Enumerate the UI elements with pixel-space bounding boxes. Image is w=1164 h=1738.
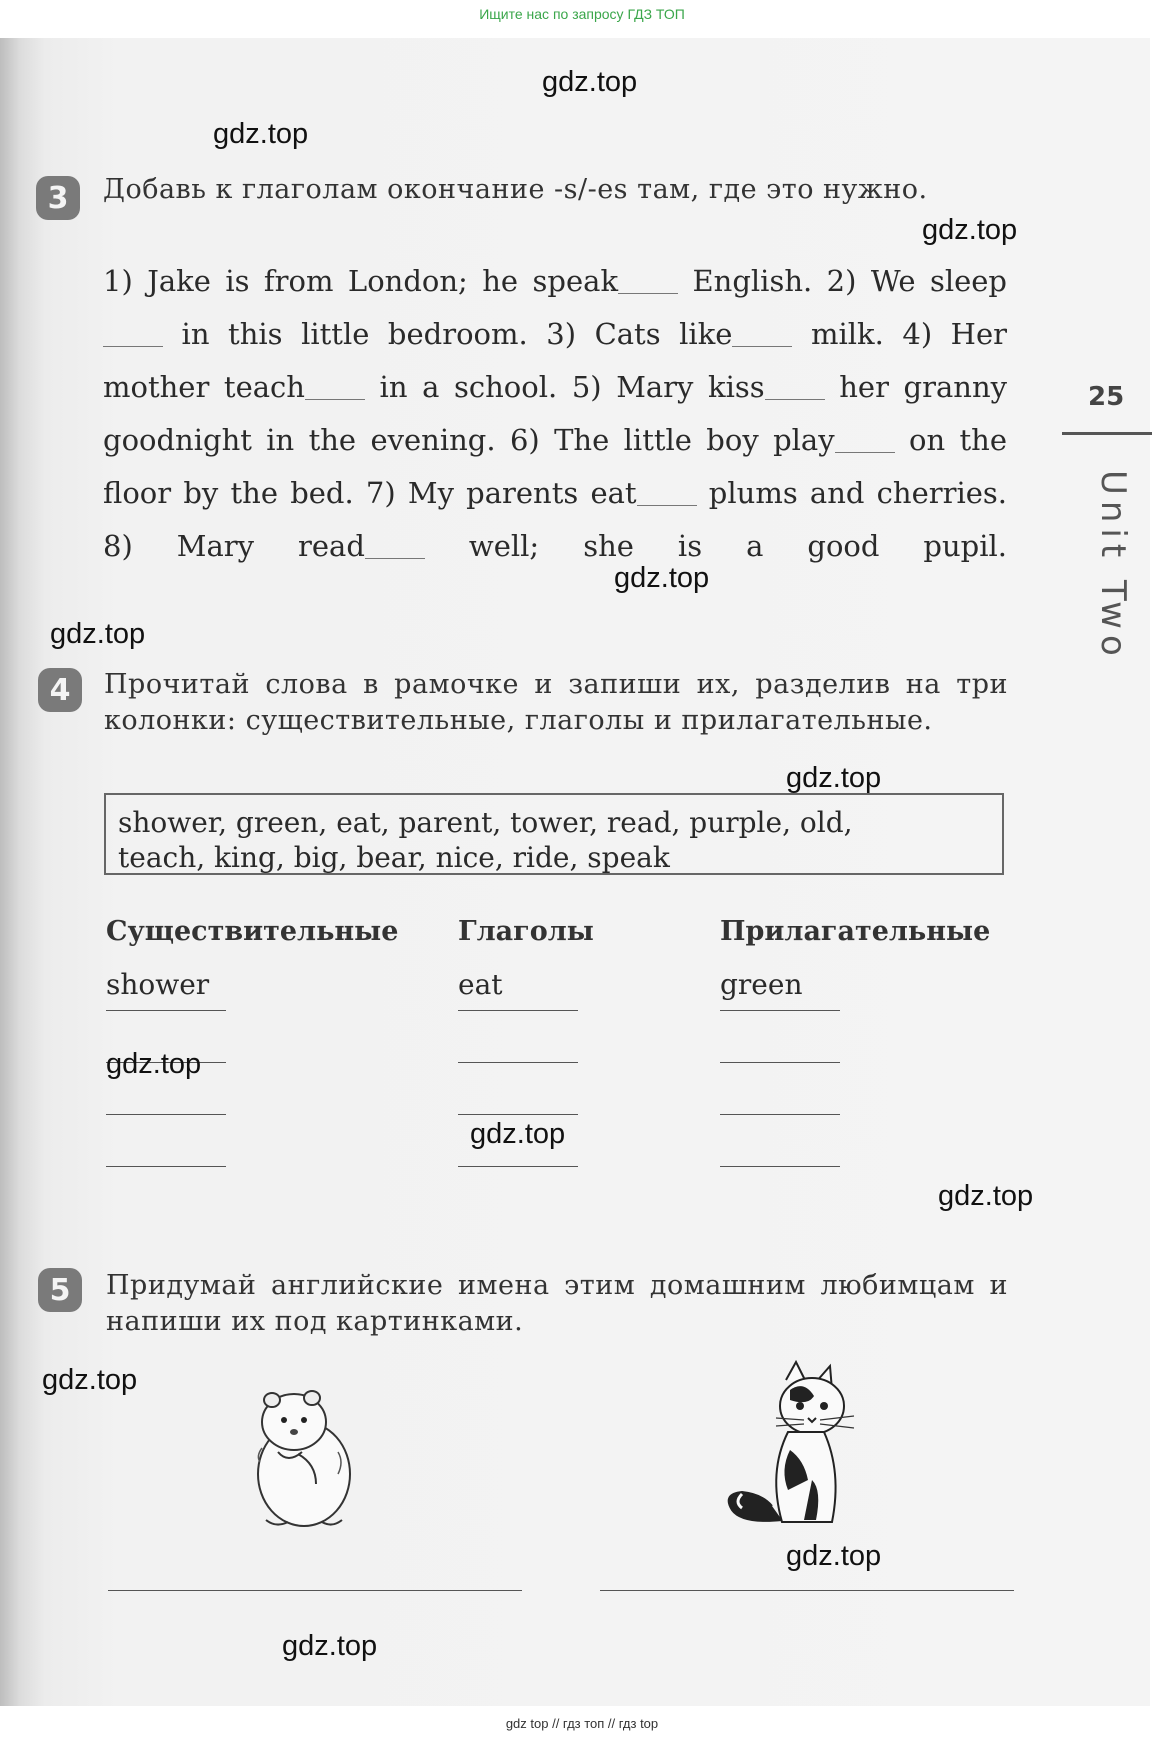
exercise-3-instruction: Добавь к глаголам окончание -s/-es там, где это нужно. bbox=[103, 174, 928, 205]
answer-line[interactable] bbox=[106, 1010, 226, 1011]
column-header-nouns: Существительные bbox=[106, 916, 399, 947]
answer-line[interactable] bbox=[458, 1010, 578, 1011]
answer-line[interactable] bbox=[458, 1114, 578, 1115]
answer-line[interactable] bbox=[720, 1114, 840, 1115]
answer-line[interactable] bbox=[720, 1010, 840, 1011]
watermark: gdz.top bbox=[938, 1180, 1034, 1212]
unit-label: Unit Two bbox=[1093, 470, 1133, 662]
column-example-verbs: eat bbox=[458, 968, 503, 1001]
answer-line[interactable] bbox=[458, 1062, 578, 1063]
answer-line[interactable] bbox=[720, 1062, 840, 1063]
column-example-nouns: shower bbox=[106, 968, 210, 1001]
answer-blank[interactable] bbox=[618, 264, 678, 294]
word-box bbox=[104, 793, 1004, 875]
page-number-rule bbox=[1062, 432, 1152, 435]
pet-name-line[interactable] bbox=[600, 1590, 1014, 1591]
word-box-line-1: shower, green, eat, parent, tower, read, purple, old, bbox=[118, 806, 853, 839]
watermark: gdz.top bbox=[42, 1364, 138, 1396]
answer-blank[interactable] bbox=[305, 370, 365, 400]
watermark: gdz.top bbox=[922, 214, 1018, 246]
page-number: 25 bbox=[1088, 382, 1125, 412]
watermark: gdz.top bbox=[50, 618, 146, 650]
watermark: gdz.top bbox=[786, 1540, 882, 1572]
watermark: gdz.top bbox=[542, 66, 638, 98]
exercise-5-badge: 5 bbox=[38, 1268, 82, 1312]
cat-illustration bbox=[716, 1360, 886, 1540]
watermark: gdz.top bbox=[614, 562, 710, 594]
answer-blank[interactable] bbox=[103, 317, 163, 347]
exercise-5-instruction: Придумай английские имена этим домашним любимцам и напиши их под картинками. bbox=[106, 1270, 1008, 1337]
exercise-3-badge: 3 bbox=[36, 176, 80, 220]
answer-line[interactable] bbox=[106, 1166, 226, 1167]
column-header-verbs: Глаголы bbox=[458, 916, 594, 947]
answer-blank[interactable] bbox=[732, 317, 792, 347]
column-header-adjectives: Прилагательные bbox=[720, 916, 991, 947]
hamster-illustration bbox=[238, 1382, 368, 1532]
bottom-note: gdz top // гдз топ // гдз top bbox=[505, 1716, 659, 1731]
answer-blank[interactable] bbox=[365, 529, 425, 559]
column-example-adjectives: green bbox=[720, 968, 803, 1001]
exercise-3-text: 1) Jake is from London; he speak English. 2) We sleep in this little bedroom. 3) Cats like milk. 4) Her mother teach in a school. 5) Mary kiss her granny goodnight in the evening. 6) The little boy play on the floor by the bed. 7) My parents eat plums and cherries. 8) Mary read well; she is a good pupil. bbox=[103, 264, 1008, 563]
watermark: gdz.top bbox=[213, 118, 309, 150]
watermark: gdz.top bbox=[470, 1118, 566, 1150]
watermark: gdz.top bbox=[106, 1048, 202, 1080]
answer-line[interactable] bbox=[106, 1114, 226, 1115]
answer-line[interactable] bbox=[458, 1166, 578, 1167]
answer-blank[interactable] bbox=[765, 370, 825, 400]
exercise-4-instruction: Прочитай слова в рамочке и запиши их, разделив на три колонки: существительные, глаголы и прилагательные. bbox=[104, 669, 1008, 736]
watermark: gdz.top bbox=[786, 762, 882, 794]
pet-name-line[interactable] bbox=[108, 1590, 522, 1591]
exercise-4-badge: 4 bbox=[38, 668, 82, 712]
top-note: Ищите нас по запросу ГДЗ ТОП bbox=[479, 6, 685, 22]
answer-blank[interactable] bbox=[835, 423, 895, 453]
answer-line[interactable] bbox=[720, 1166, 840, 1167]
word-box-line-2: teach, king, big, bear, nice, ride, speak bbox=[118, 841, 670, 874]
watermark: gdz.top bbox=[282, 1630, 378, 1662]
answer-blank[interactable] bbox=[637, 476, 697, 506]
